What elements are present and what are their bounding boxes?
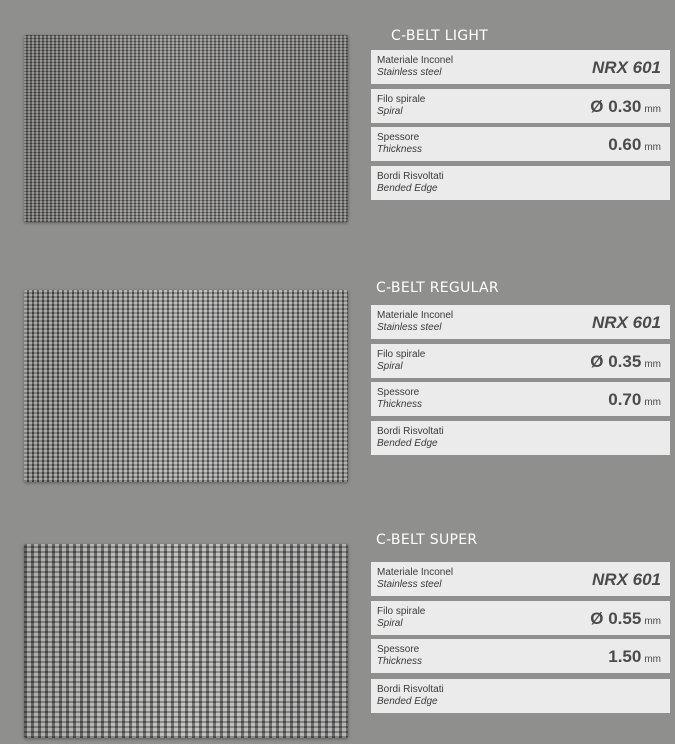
spec-row-thickness — [371, 382, 670, 416]
spec-value: Ø 0.30 mm — [590, 97, 661, 116]
spec-row-spiral — [371, 344, 670, 378]
spec-label-en: Thickness — [377, 399, 423, 410]
mesh-swatch-image — [24, 290, 348, 482]
mesh-swatch-image — [24, 544, 348, 738]
spec-label-it: Materiale Inconel — [377, 567, 454, 578]
spec-label-en: Bended Edge — [377, 183, 438, 194]
spec-row-spiral — [371, 89, 670, 123]
spec-label-it: Filo spirale — [377, 94, 426, 105]
spec-unit: mm — [644, 616, 661, 627]
spec-value: 0.70 mm — [608, 390, 661, 409]
spec-label-en: Bended Edge — [377, 438, 438, 449]
spec-label-it: Bordi Risvoltati — [377, 684, 444, 695]
product-title: C-BELT REGULAR — [376, 280, 499, 296]
spec-label-it: Filo spirale — [377, 606, 426, 617]
mesh-swatch-image — [24, 35, 348, 222]
spec-value: NRX 601 — [592, 313, 661, 332]
spec-value: NRX 601 — [592, 570, 661, 589]
spec-row-edge — [371, 166, 670, 200]
spec-label-it: Spessore — [377, 644, 420, 655]
spec-value: Ø 0.55 mm — [590, 609, 661, 628]
spec-label-en: Thickness — [377, 144, 423, 155]
spec-unit: mm — [644, 359, 661, 370]
spec-row-edge — [371, 679, 670, 713]
spec-value: Ø 0.35 mm — [590, 352, 661, 371]
spec-value: 0.60 mm — [608, 135, 661, 154]
spec-value: 1.50 mm — [608, 647, 661, 666]
spec-label-en: Spiral — [377, 106, 403, 117]
spec-label-it: Materiale Inconel — [377, 55, 454, 66]
product-title: C-BELT LIGHT — [391, 28, 489, 44]
spec-label-it: Spessore — [377, 132, 420, 143]
spec-row-material — [371, 562, 670, 596]
spec-row-thickness — [371, 639, 670, 673]
spec-row-spiral — [371, 601, 670, 635]
spec-label-it: Bordi Risvoltati — [377, 171, 444, 182]
spec-label-it: Bordi Risvoltati — [377, 426, 444, 437]
spec-unit: mm — [644, 397, 661, 408]
spec-label-en: Bended Edge — [377, 696, 438, 707]
spec-unit: mm — [644, 104, 661, 115]
spec-row-edge — [371, 421, 670, 455]
spec-label-en: Spiral — [377, 618, 403, 629]
spec-label-en: Stainless steel — [377, 67, 442, 78]
spec-row-thickness — [371, 127, 670, 161]
spec-row-material — [371, 50, 670, 84]
spec-label-it: Spessore — [377, 387, 420, 398]
spec-label-en: Thickness — [377, 656, 423, 667]
spec-label-en: Stainless steel — [377, 322, 442, 333]
spec-value: NRX 601 — [592, 58, 661, 77]
spec-label-it: Materiale Inconel — [377, 310, 454, 321]
spec-label-it: Filo spirale — [377, 349, 426, 360]
spec-unit: mm — [644, 142, 661, 153]
spec-row-material — [371, 305, 670, 339]
spec-unit: mm — [644, 654, 661, 665]
product-title: C-BELT SUPER — [376, 532, 478, 548]
spec-label-en: Stainless steel — [377, 579, 442, 590]
spec-label-en: Spiral — [377, 361, 403, 372]
